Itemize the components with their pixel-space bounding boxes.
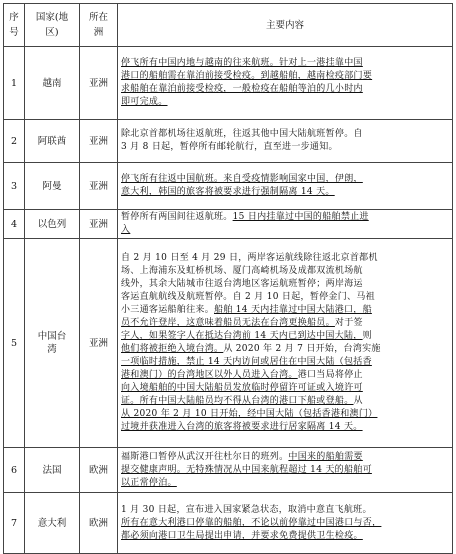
- underlined-text: 港和澳门）的台湾地区以外人员进入台湾。: [121, 370, 298, 380]
- content-line: [121, 530, 449, 543]
- header-content: 主要内容: [118, 4, 453, 47]
- content-line: [121, 395, 449, 408]
- content-line: [121, 477, 449, 490]
- country-name: 阿联酋: [37, 135, 67, 147]
- continent-cell: 亚洲: [80, 47, 118, 120]
- underlined-text: 从 2020 年 2 月 10 日开始，经中国大陆（包括香港和澳门）: [121, 409, 378, 419]
- content-line: [121, 356, 449, 369]
- content-cell: [118, 120, 453, 163]
- content-cell: [118, 448, 453, 493]
- country-name: 法国: [42, 464, 62, 476]
- content-line: [121, 252, 449, 265]
- content-line: [121, 173, 449, 186]
- row-number: 6: [4, 448, 25, 493]
- country-name: 中国台: [37, 331, 67, 342]
- underlined-text: 即可完成。: [121, 97, 168, 107]
- content-line: [121, 369, 449, 382]
- content-line: [121, 211, 449, 224]
- table-row: [4, 210, 453, 239]
- underlined-text: 证。所有中国大陆船员均不得从台湾的港口下船或登船。: [121, 396, 354, 406]
- content-line: [121, 382, 449, 395]
- content-text: 暂停所有两国间往返航班。: [121, 212, 233, 222]
- content-text: 从 2020 年 2 月 7 日开始，台湾实施: [223, 344, 381, 354]
- header-continent: 所在 洲: [80, 4, 118, 47]
- underlined-text: 入: [121, 225, 131, 235]
- content-line: [121, 421, 449, 434]
- content-text: 1 月 30 日起，宣布进入国家紧急状态，取消中意直飞航班。: [121, 504, 372, 515]
- content-text: 福斯港口暂停从武汉开往杜尔日的班列。: [121, 451, 289, 462]
- table-row: [4, 448, 453, 493]
- content-cell: [118, 47, 453, 120]
- country-name: 以色列: [37, 218, 67, 230]
- table-header-row: [4, 4, 453, 47]
- underlined-text: 都必须向港口卫生局提出申请，并要求免费提供卫生检疫。: [121, 530, 363, 541]
- content-text: 港口当局将停止: [297, 370, 363, 380]
- row-number: 4: [4, 210, 25, 239]
- content-text: 场、上海浦东及虹桥机场、厦门高崎机场及成都双流机场航: [121, 266, 363, 276]
- table-row: [4, 239, 453, 448]
- country-name: 湾: [47, 344, 57, 355]
- country-name: 越南: [42, 77, 62, 89]
- content-cell: [118, 163, 453, 210]
- content-text: 自 2 月 10 日至 4 月 29 日，两岸客运航线除往返北京首都机: [121, 253, 378, 263]
- content-text: 对于签: [334, 318, 363, 328]
- table-row: [4, 47, 453, 120]
- content-text: 从: [353, 396, 363, 406]
- underlined-text: 中国来的船舶需要: [288, 451, 363, 462]
- underlined-text: 船舶 14 天内挂靠过中国大陆港口，船: [214, 305, 372, 315]
- underlined-text: 一项临时措施，禁止 14 天内访问或居住在中国大陆（包括香: [121, 357, 372, 367]
- row-number: 1: [4, 47, 25, 120]
- row-number: 5: [4, 239, 25, 448]
- country-cell: [25, 493, 80, 554]
- content-text: 3 月 8 日起，暂停所有邮轮航行，直至进一步通知。: [121, 142, 338, 152]
- underlined-text: 停飞所有中国内地与越南的往来航班。针对上一港挂靠中国: [121, 58, 363, 68]
- content-text: 则: [362, 331, 372, 341]
- content-text: 小三通客运船舶往来。: [121, 305, 215, 315]
- continent-cell: 欧洲: [80, 493, 118, 554]
- continent-cell: 亚洲: [80, 210, 118, 239]
- underlined-text: 15 日内挂靠过中国的船舶禁止进: [232, 212, 369, 222]
- country-cell: [25, 239, 80, 448]
- country-name: 意大利: [37, 517, 67, 529]
- underlined-text: 过境并获准进入台湾的旅客将被要求进行居家隔离 14 天。: [121, 422, 363, 432]
- table-row: [4, 493, 453, 554]
- country-cell: [25, 163, 80, 210]
- country-measures-table: [3, 3, 453, 554]
- underlined-text: 以正常停泊。: [121, 477, 177, 488]
- underlined-text: 求船舶在靠泊前接受检疫，一般检疫在船舶等泊的几小时内: [121, 84, 363, 94]
- country-name: 阿曼: [42, 180, 62, 192]
- country-cell: [25, 47, 80, 120]
- content-line: [121, 128, 449, 141]
- continent-cell: 亚洲: [80, 239, 118, 448]
- row-number: 2: [4, 120, 25, 163]
- content-line: [121, 141, 449, 154]
- underlined-text: 提交健康声明。无特殊情况从中国来航程超过 14 天的船舶可: [121, 464, 372, 475]
- row-number: 3: [4, 163, 25, 210]
- content-line: [121, 317, 449, 330]
- content-line: [121, 517, 449, 530]
- content-line: [121, 83, 449, 96]
- continent-cell: 亚洲: [80, 120, 118, 163]
- content-line: [121, 70, 449, 83]
- content-text: 除北京首都机场往返航班，往返其他中国大陆航班暂停。自: [121, 129, 363, 139]
- content-line: [121, 330, 449, 343]
- country-cell: [25, 210, 80, 239]
- continent-cell: 欧洲: [80, 448, 118, 493]
- content-line: [121, 186, 449, 199]
- underlined-text: 所有在意大利港口停靠的船舶，不论以前停靠过中国港口与否，: [121, 517, 382, 528]
- content-line: [121, 291, 449, 304]
- row-number: 7: [4, 493, 25, 554]
- header-country: 国家(地 区): [25, 4, 80, 47]
- content-line: [121, 451, 449, 464]
- content-line: [121, 464, 449, 477]
- underlined-text: 意大利，韩国的旅客将被要求进行强制隔离 14 天。: [121, 187, 335, 197]
- content-line: [121, 96, 449, 109]
- content-line: [121, 343, 449, 356]
- table-body: [4, 47, 453, 554]
- content-cell: [118, 493, 453, 554]
- content-line: [121, 504, 449, 517]
- underlined-text: 向入境船舶的中国大陆船员发放临时停留许可证或入境许可: [121, 383, 363, 393]
- content-text: 线外，其余大陆城市往返台湾地区客运航班暂停；两岸海运: [121, 279, 363, 289]
- content-line: [121, 408, 449, 421]
- country-cell: [25, 120, 80, 163]
- underlined-text: 他们将被拒绝入境台湾。: [121, 344, 224, 354]
- content-line: [121, 265, 449, 278]
- continent-cell: 亚洲: [80, 163, 118, 210]
- country-cell: [25, 448, 80, 493]
- content-cell: [118, 210, 453, 239]
- table-row: [4, 120, 453, 163]
- content-line: [121, 57, 449, 70]
- content-line: [121, 224, 449, 237]
- content-line: [121, 278, 449, 291]
- header-no: 序 号: [4, 4, 25, 47]
- content-line: [121, 304, 449, 317]
- underlined-text: 停飞所有往返中国航班。来自受疫情影响国家中国，伊朗，: [121, 174, 363, 184]
- underlined-text: 员不允许登岸，这意味着船员无法在台湾更换船员。: [121, 318, 335, 328]
- content-text: 客运直航航线及航班暂停。自 2 月 10 日起，暂停金门、马祖: [121, 292, 375, 302]
- content-cell: [118, 239, 453, 448]
- table-row: [4, 163, 453, 210]
- underlined-text: 字人，如果签字人在抵达台湾前 14 天内已到达中国大陆，: [121, 331, 363, 341]
- underlined-text: 港口的船舶需在靠泊前接受检疫。到越船舶，越南检疫部门要: [121, 71, 373, 81]
